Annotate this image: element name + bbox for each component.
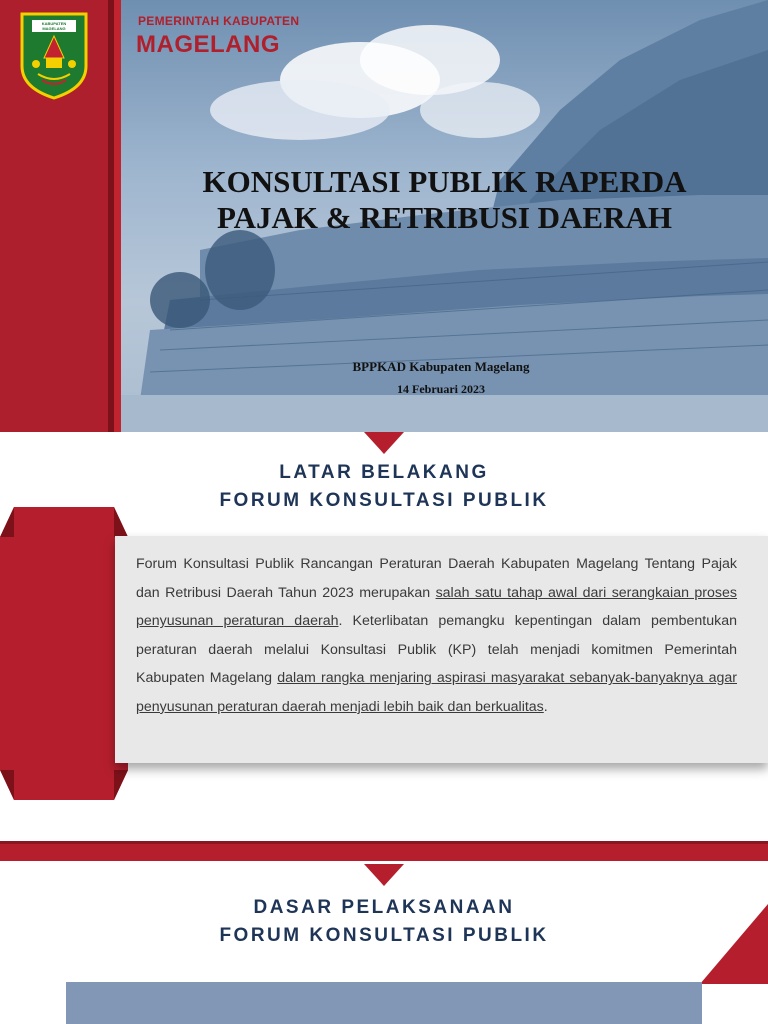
svg-text:KABUPATEN: KABUPATEN: [41, 21, 67, 26]
section-title: [0, 894, 768, 950]
slide-title-line2: PAJAK & RETRIBUSI DAERAH: [217, 200, 672, 235]
section-title-line1: DASAR PELAKSANAAN: [253, 897, 515, 918]
top-notch-triangle: [364, 864, 404, 886]
magelang-regency-logo: [18, 10, 90, 100]
red-stripe: [114, 0, 121, 432]
paragraph-text-1: Forum Konsultasi Publik Rancangan Peraturan Daerah Kabupaten Magelang Tentang Pajak dan Retribusi Daerah Tahun 2023 merupakan: [136, 556, 737, 601]
corner-red-triangle: [700, 904, 768, 984]
paragraph-underlined-2: dalam rangka menjaring aspirasi masyarakat sebanyak-banyaknya agar penyusunan peraturan daerah menjadi lebih baik dan berkualitas: [136, 670, 737, 715]
paragraph-underlined-1: salah satu tahap awal dari serangkaian proses penyusunan peraturan daerah: [136, 584, 737, 630]
section-title-line2: FORUM KONSULTASI PUBLIK: [219, 490, 549, 511]
slide-divider-bar: [0, 841, 768, 861]
header-regency-name: MAGELANG: [136, 31, 280, 58]
slide-title-line1: KONSULTASI PUBLIK RAPERDA: [202, 164, 687, 199]
organizer-text: BPPKAD Kabupaten Magelang: [352, 359, 530, 374]
slide-title: [121, 164, 768, 236]
red-ribbon-shape: [0, 507, 128, 800]
paragraph-text-2: . Keterlibatan pemangku kepentingan dalam pembentukan peraturan daerah melalui Konsultasi Publik (KP) telah menjadi komitmen Pemerintah Kabupaten Magelang: [136, 613, 737, 687]
basis-slide: [0, 864, 768, 1024]
title-slide: [0, 0, 768, 432]
header-regency-label: PEMERINTAH KABUPATEN: [138, 14, 300, 28]
top-notch-triangle: [364, 432, 404, 454]
paragraph-text-3: .: [543, 698, 548, 715]
section-title-line1: LATAR BELAKANG: [279, 462, 489, 483]
section-title-line2: FORUM KONSULTASI PUBLIK: [219, 925, 549, 946]
background-slide: [0, 432, 768, 832]
content-box-blue: [66, 982, 702, 1024]
background-paragraph: [136, 550, 737, 722]
svg-text:MAGELANG: MAGELANG: [42, 26, 66, 31]
date-text: 14 Februari 2023: [397, 382, 485, 396]
